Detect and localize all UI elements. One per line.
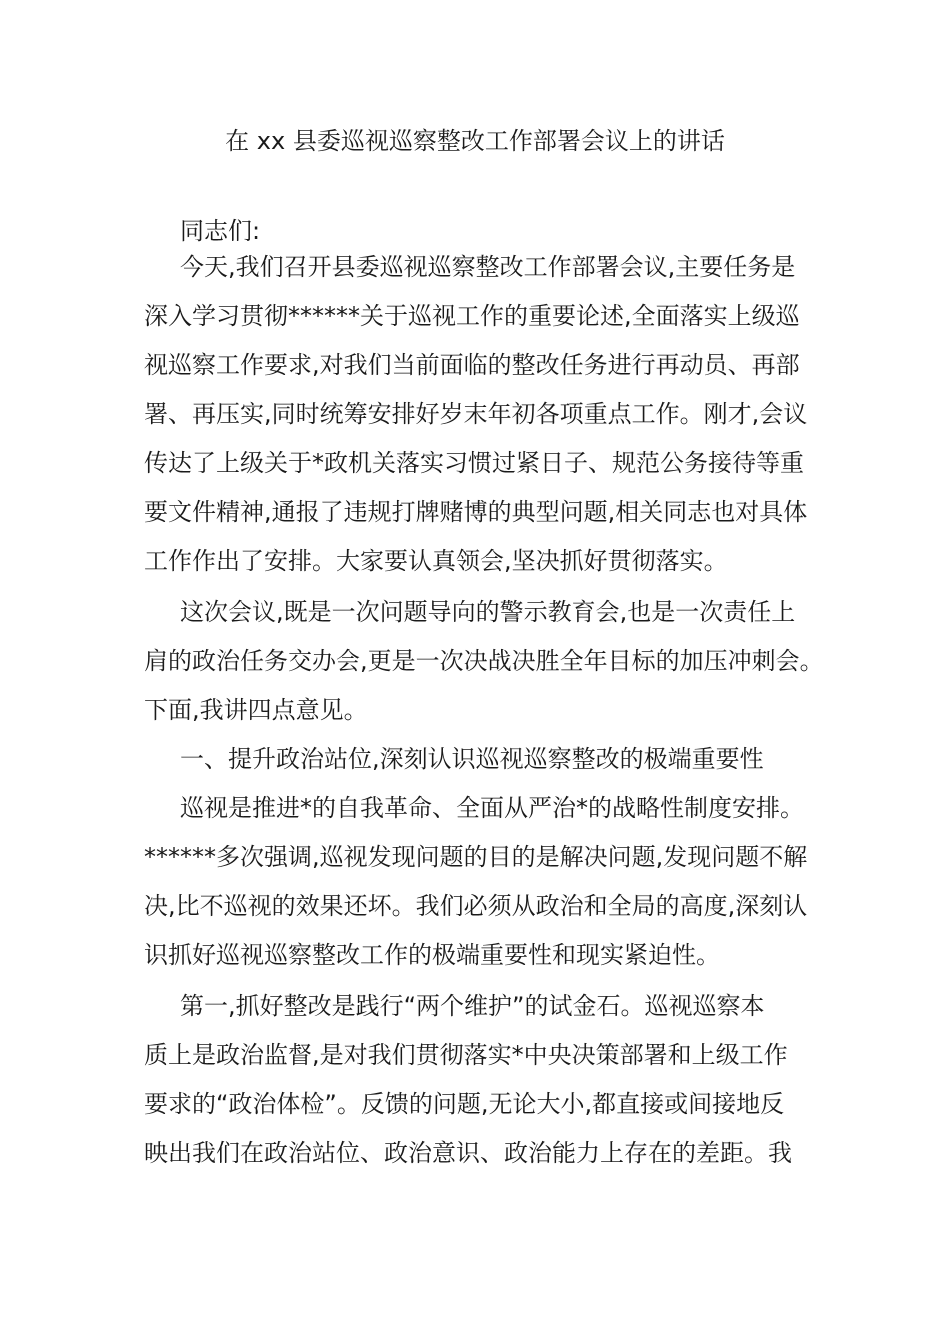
paragraph-line: 映出我们在政治站位、政治意识、政治能力上存在的差距。我 — [144, 1139, 792, 1167]
paragraph-line: ******多次强调,巡视发现问题的目的是解决问题,发现问题不解 — [144, 843, 808, 871]
paragraph-line: 决,比不巡视的效果还坏。我们必须从政治和全局的高度,深刻认 — [144, 892, 808, 920]
paragraph-line: 要文件精神,通报了违规打牌赌博的典型问题,相关同志也对具体 — [144, 498, 808, 526]
paragraph-line: 第一,抓好整改是践行“两个维护”的试金石。巡视巡察本 — [180, 992, 765, 1020]
paragraph-line: 肩的政治任务交办会,更是一次决战决胜全年目标的加压冲刺会。 — [144, 647, 824, 675]
paragraph-line: 传达了上级关于*政机关落实习惯过紧日子、规范公务接待等重 — [144, 449, 804, 477]
paragraph-line: 深入学习贯彻******关于巡视工作的重要论述,全面落实上级巡 — [144, 302, 800, 330]
paragraph-line: 工作作出了安排。大家要认真领会,坚决抓好贯彻落实。 — [144, 547, 728, 575]
paragraph-line: 下面,我讲四点意见。 — [144, 696, 368, 724]
paragraph-line: 署、再压实,同时统筹安排好岁末年初各项重点工作。刚才,会议 — [144, 400, 808, 428]
document-title: 在 xx 县委巡视巡察整改工作部署会议上的讲话 — [225, 127, 725, 155]
section-heading: 一、提升政治站位,深刻认识巡视巡察整改的极端重要性 — [180, 745, 764, 773]
paragraph-line: 质上是政治监督,是对我们贯彻落实*中央决策部署和上级工作 — [144, 1041, 788, 1069]
paragraph-line: 今天,我们召开县委巡视巡察整改工作部署会议,主要任务是 — [180, 253, 796, 281]
paragraph-line: 视巡察工作要求,对我们当前面临的整改任务进行再动员、再部 — [144, 351, 800, 379]
salutation: 同志们: — [180, 217, 261, 245]
paragraph-line: 这次会议,既是一次问题导向的警示教育会,也是一次责任上 — [180, 598, 796, 626]
paragraph-line: 巡视是推进*的自我革命、全面从严治*的战略性制度安排。 — [180, 794, 804, 822]
paragraph-line: 要求的“政治体检”。反馈的问题,无论大小,都直接或间接地反 — [144, 1090, 785, 1118]
paragraph-line: 识抓好巡视巡察整改工作的极端重要性和现实紧迫性。 — [144, 941, 720, 969]
